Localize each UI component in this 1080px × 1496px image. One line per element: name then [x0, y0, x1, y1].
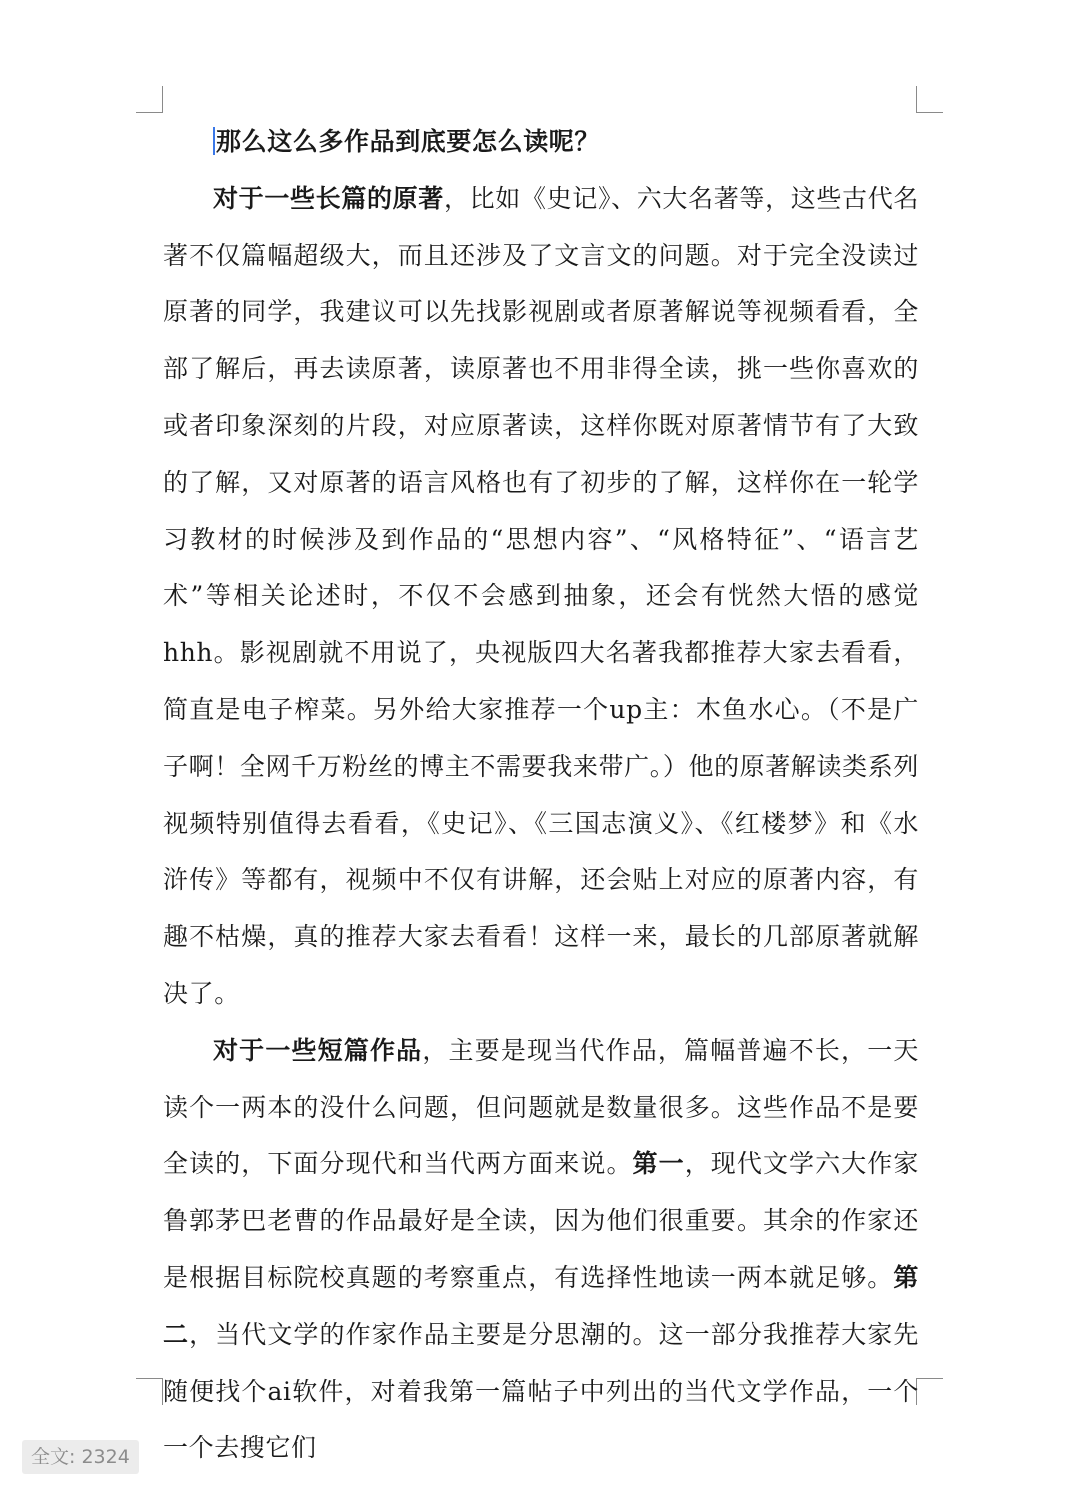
body-text: ，现代文学六大作家鲁郭茅巴老曹的作品最好是全读，因为他们很重要。其余的作家还是根据目标院校真题的考察重点，有选择性地读一两本就足够。 [163, 1149, 919, 1292]
body-text: ，当代文学的作家作品主要是分思潮的。这一部分我推荐大家先随便找个ai软件，对着我第一篇帖子中列出的当代文学作品，一个一个去搜它们 [163, 1319, 919, 1463]
bold-lead: 对于一些短篇作品 [213, 1035, 423, 1065]
margin-corner-top-right [916, 86, 943, 113]
paragraph-short-works[interactable] [163, 1023, 919, 1477]
heading-text: 那么这么多作品到底要怎么读呢？ [216, 127, 601, 156]
paragraph-heading[interactable] [163, 114, 919, 171]
body-text: ，比如《史记》、六大名著等，这些古代名著不仅篇幅超级大，而且还涉及了文言文的问题。对于完全没读过原著的同学，我建议可以先找影视剧或者原著解说等视频看看，全部了解后，再去读原著，读原著也不用非得全读，挑一些你喜欢的或者印象深刻的片段，对应原著读，这样你既对原著情节有了大致的了解，又对原著的语言风格也有了初步的了解，这样你在一轮学习教材的时候涉及到作品的“思想内容”、“风格特征”、“语言艺术”等相关论述时，不仅不会感到抽象，还会有恍然大悟的感觉hhh。影视剧就不用说了，央视版四大名著我都推荐大家去看看，简直是电子榨菜。另外给大家推荐一个up主：木鱼水心。（不是广子啊！全网千万粉丝的博主不需要我来带广。）他的原著解读类系列视频特别值得去看看，《史记》、《三国志演义》、《红楼梦》和《水浒传》等都有，视频中不仅有讲解，还会贴上对应的原著内容，有趣不枯燥，真的推荐大家去看看！这样一来，最长的几部原著就解决了。 [163, 183, 919, 1008]
margin-corner-top-left [136, 86, 163, 113]
document-body[interactable] [163, 114, 919, 1477]
text-cursor [213, 127, 215, 155]
margin-corner-bottom-left [136, 1378, 163, 1405]
body-text: ，主要是现当代作品，篇幅普遍不长，一天读个一两本的没什么问题，但问题就是数量很多。这些作品不是要全读的，下面分现代和当代两方面来说。 [163, 1035, 919, 1179]
margin-corner-bottom-right [916, 1378, 943, 1405]
bold-lead: 对于一些长篇的原著 [213, 183, 444, 213]
paragraph-long-works[interactable] [163, 171, 919, 1023]
word-count-badge[interactable]: 全文: 2324 [22, 1440, 139, 1474]
bold-first: 第一 [632, 1149, 685, 1179]
bold-second: 第二 [163, 1262, 919, 1349]
